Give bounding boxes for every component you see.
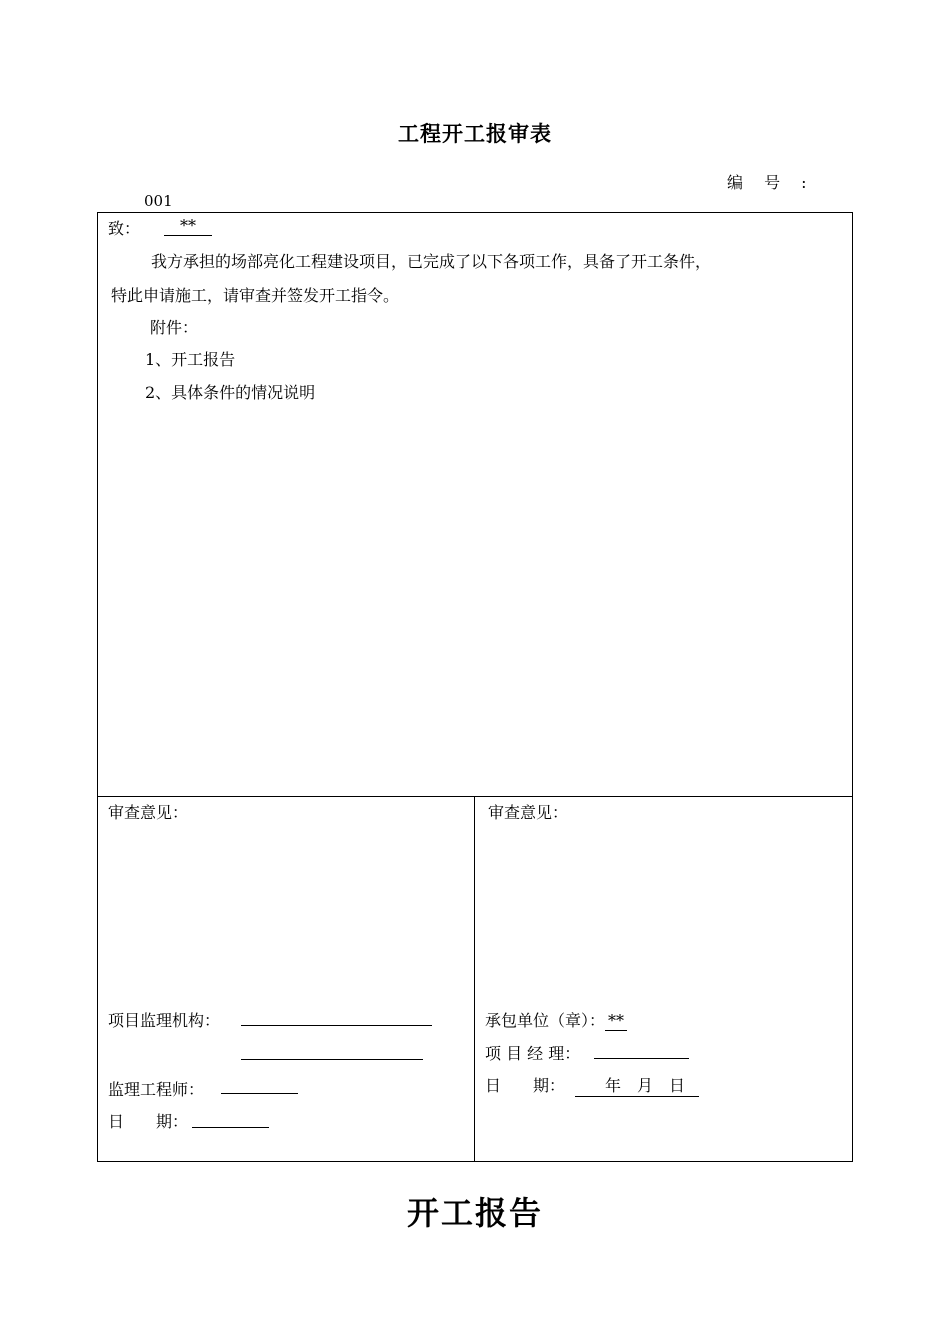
left-review-heading: 审查意见：	[108, 803, 189, 822]
right-review-heading: 审查意见：	[488, 803, 569, 822]
serial-number-value: 001	[144, 192, 173, 210]
form-title: 工程开工报审表	[398, 121, 552, 146]
supervision-org-label: 项目监理机构：	[108, 1011, 221, 1030]
attachment-item: 2、具体条件的情况说明	[145, 383, 316, 402]
contractor-value: **	[605, 1011, 627, 1031]
left-date-label: 日 期：	[108, 1112, 189, 1131]
left-date-underline	[192, 1127, 269, 1128]
supervising-engineer-label: 监理工程师：	[108, 1080, 205, 1099]
addressee-label: 致：	[108, 219, 141, 238]
supervision-org-underline-2	[241, 1059, 423, 1060]
project-manager-underline	[594, 1058, 689, 1059]
addressee-field: **	[164, 216, 212, 236]
project-manager-label: 项 目 经 理：	[485, 1044, 581, 1063]
addressee-value	[164, 216, 212, 236]
right-date-value: 年 月 日	[575, 1073, 699, 1097]
report-title: 开工报告	[406, 1194, 543, 1232]
supervising-engineer-underline	[221, 1093, 298, 1094]
right-date-label: 日 期：	[485, 1076, 566, 1095]
review-section	[97, 796, 853, 1162]
review-divider	[474, 796, 475, 1162]
contractor-label: 承包单位（章）：	[485, 1011, 606, 1030]
serial-number-label: 编 号 :	[727, 173, 815, 192]
body-text-line-2: 特此申请施工，请审查并签发开工指令。	[111, 286, 400, 305]
contractor-row	[485, 1008, 627, 1031]
right-date-row	[575, 1073, 699, 1097]
attachments-label: 附件：	[150, 318, 199, 337]
supervision-org-underline-1	[241, 1025, 432, 1026]
attachment-item: 1、开工报告	[145, 350, 236, 369]
body-text-line-1: 我方承担的场部亮化工程建设项目，已完成了以下各项工作，具备了开工条件，	[151, 252, 712, 271]
